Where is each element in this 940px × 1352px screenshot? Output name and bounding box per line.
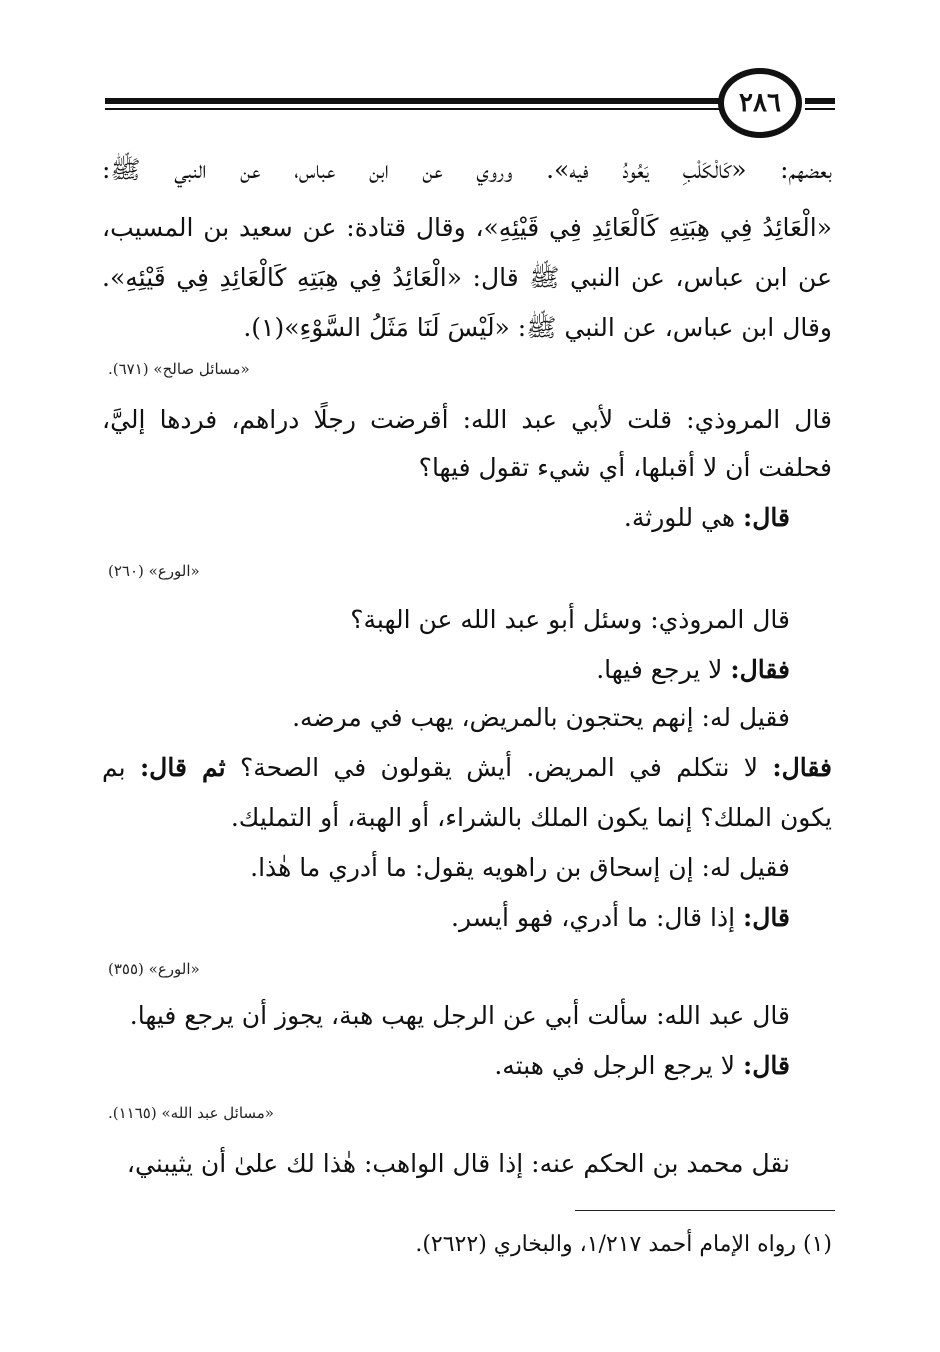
speaker-label: قال:	[743, 903, 790, 932]
speaker-label: قال:	[743, 1051, 790, 1080]
text-line-6: فحلفت أن لا أقبلها، أي شيء تقول فيها؟	[418, 453, 832, 482]
header-rule-thin	[105, 108, 725, 110]
page-number: ٢٨٦	[718, 68, 802, 138]
text-line-11	[102, 746, 832, 790]
reply-text-2: بم	[102, 753, 140, 782]
text-line-13: فقيل له: إن إسحاق بن راهويه يقول: ما أدري ما هٰذا.	[250, 853, 790, 882]
text-line-2: «الْعَائِدُ فِي هِبَتِهِ كَالْعَائِدِ فِي قَيْئِهِ»، وقال قتادة: عن سعيد بن المسيب،	[102, 213, 832, 242]
text-line-14	[451, 896, 790, 940]
text-line-1: بعضهم: «كَالْكَلْبِ يَعُودُ فيه». وروي عن ابن عباس، عن النبي ﷺ:	[102, 155, 832, 184]
text-line-4: وقال ابن عباس، عن النبي ﷺ: «لَيْسَ لَنَا مَثَلُ السَّوْءِ»(١).	[243, 313, 832, 342]
text-line-9	[596, 648, 790, 692]
text-line-10: فقيل له: إنهم يحتجون بالمريض، يهب في مرضه.	[292, 703, 790, 732]
speaker-label: فقال:	[772, 753, 832, 782]
text-line-15: قال عبد الله: سألت أبي عن الرجل يهب هبة، يجوز أن يرجع فيها.	[129, 1001, 790, 1030]
source-citation-2: «الورع» (٢٦٠)	[108, 562, 200, 580]
source-citation-3: «الورع» (٣٥٥)	[108, 960, 200, 978]
speaker-label: قال:	[743, 503, 790, 532]
footnote: (١) رواه الإمام أحمد ١/٢١٧، والبخاري (٢٦٢٢).	[415, 1232, 832, 1257]
text-line-12: يكون الملك؟ إنما يكون الملك بالشراء، أو الهبة، أو التمليك.	[230, 803, 832, 832]
source-citation-1: «مسائل صالح» (٦٧١).	[108, 360, 250, 378]
text-line-16	[494, 1044, 790, 1088]
reply-text: إذا قال: ما أدري، فهو أيسر.	[451, 903, 744, 932]
footnote-separator	[575, 1210, 835, 1211]
reply-text: لا نتكلم في المريض. أيش يقولون في الصحة؟	[225, 753, 773, 782]
speaker-label-2: ثم قال:	[139, 753, 226, 782]
reply-text: هي للورثة.	[623, 503, 744, 532]
text-line-3: عن ابن عباس، عن النبي ﷺ قال: «الْعَائِدُ فِي هِبَتِهِ كَالْعَائِدِ فِي قَيْئِهِ».	[102, 263, 832, 292]
text-line-5: قال المروذي: قلت لأبي عبد الله: أقرضت رجلًا دراهم، فردها إليَّ،	[102, 405, 832, 434]
source-citation-4: «مسائل عبد الله» (١١٦٥).	[108, 1104, 274, 1122]
header-rule-thick	[105, 98, 725, 104]
speaker-label: فقال:	[730, 655, 790, 684]
text-line-17: نقل محمد بن الحكم عنه: إذا قال الواهب: هٰذا لك علىٰ أن يثيبني،	[126, 1149, 790, 1178]
header-rule-right-thick	[805, 98, 835, 104]
reply-text: لا يرجع فيها.	[596, 655, 731, 684]
text-line-8: قال المروذي: وسئل أبو عبد الله عن الهبة؟	[350, 605, 790, 634]
header-rule-right-thin	[805, 108, 835, 110]
reply-text: لا يرجع الرجل في هبته.	[494, 1051, 744, 1080]
text-line-7	[624, 496, 790, 540]
